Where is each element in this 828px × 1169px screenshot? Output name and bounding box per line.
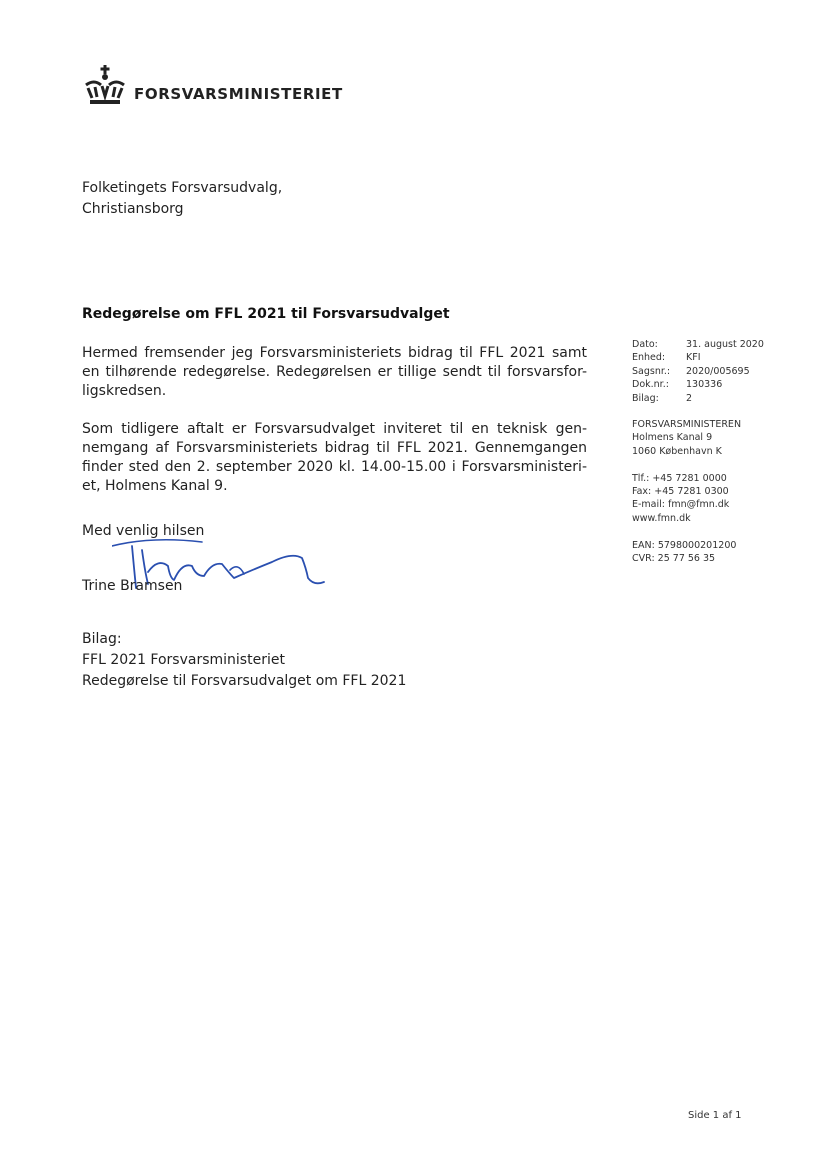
contact-phone: Tlf.: +45 7281 0000	[632, 472, 727, 484]
contact-cvr: CVR: 25 77 56 35	[632, 553, 716, 565]
ministry-logo	[82, 63, 343, 107]
contact-email: E-mail: fmn@fmn.dk	[632, 499, 730, 511]
logo-text: FORSVARSMINISTERIET	[134, 85, 343, 103]
metadata-row	[632, 351, 764, 364]
attachments-heading: Bilag:	[82, 631, 122, 647]
sender-name: Trine Bramsen	[82, 578, 183, 594]
contact-spacer	[632, 458, 741, 471]
metadata-row	[632, 392, 764, 405]
contact-spacer	[632, 525, 741, 538]
body-paragraph: Hermed fremsender jeg Forsvarsministeriets bidrag til FFL 2021 samt en tilhørende redegørelse. Redegørelsen er tillige sendt til forsvarsfor-ligskredsen.	[82, 345, 587, 399]
addressee-line: Christiansborg	[82, 201, 184, 217]
contact-org: FORSVARSMINISTEREN	[632, 419, 742, 430]
page-number: Side 1 af 1	[688, 1110, 742, 1121]
metadata-value: KFI	[686, 352, 701, 364]
letter-subject: Redegørelse om FFL 2021 til Forsvarsudvalget	[82, 306, 450, 322]
metadata-value: 2020/005695	[686, 365, 750, 377]
metadata-label: Sagsnr.:	[632, 365, 671, 377]
addressee-block	[82, 178, 282, 220]
contact-street: Holmens Kanal 9	[632, 432, 713, 444]
closing-phrase: Med venlig hilsen	[82, 523, 205, 539]
letter-body	[82, 344, 587, 515]
metadata-value: 31. august 2020	[686, 339, 764, 350]
metadata-label: Dok.nr.:	[632, 379, 669, 391]
addressee-line: Folketingets Forsvarsudvalg,	[82, 180, 283, 196]
document-metadata	[632, 338, 764, 405]
metadata-row	[632, 365, 764, 378]
metadata-row	[632, 378, 764, 391]
contact-city: 1060 København K	[632, 445, 722, 457]
attachments-block	[82, 629, 406, 692]
sender-contact-block	[632, 418, 741, 565]
metadata-value: 2	[686, 392, 693, 404]
attachment-item: Redegørelse til Forsvarsudvalget om FFL 2021	[82, 673, 407, 689]
metadata-label: Bilag:	[632, 392, 659, 404]
metadata-label: Enhed:	[632, 352, 666, 364]
body-paragraph: Som tidligere aftalt er Forsvarsudvalget inviteret til en teknisk gen-nemgang af Forsvarsministeriets bidrag til FFL 2021. Gennemgangen finder sted den 2. september 2020 kl. 14.00-15.00 i Forsvarsministeri-et, Holmens Kanal 9.	[82, 421, 587, 494]
crown-emblem-icon	[82, 63, 128, 107]
attachment-item: FFL 2021 Forsvarsministeriet	[82, 652, 285, 668]
contact-web: www.fmn.dk	[632, 512, 691, 524]
contact-ean: EAN: 5798000201200	[632, 539, 737, 551]
metadata-label: Dato:	[632, 339, 658, 350]
metadata-row	[632, 338, 764, 351]
contact-fax: Fax: +45 7281 0300	[632, 486, 729, 498]
metadata-value: 130336	[686, 379, 723, 391]
